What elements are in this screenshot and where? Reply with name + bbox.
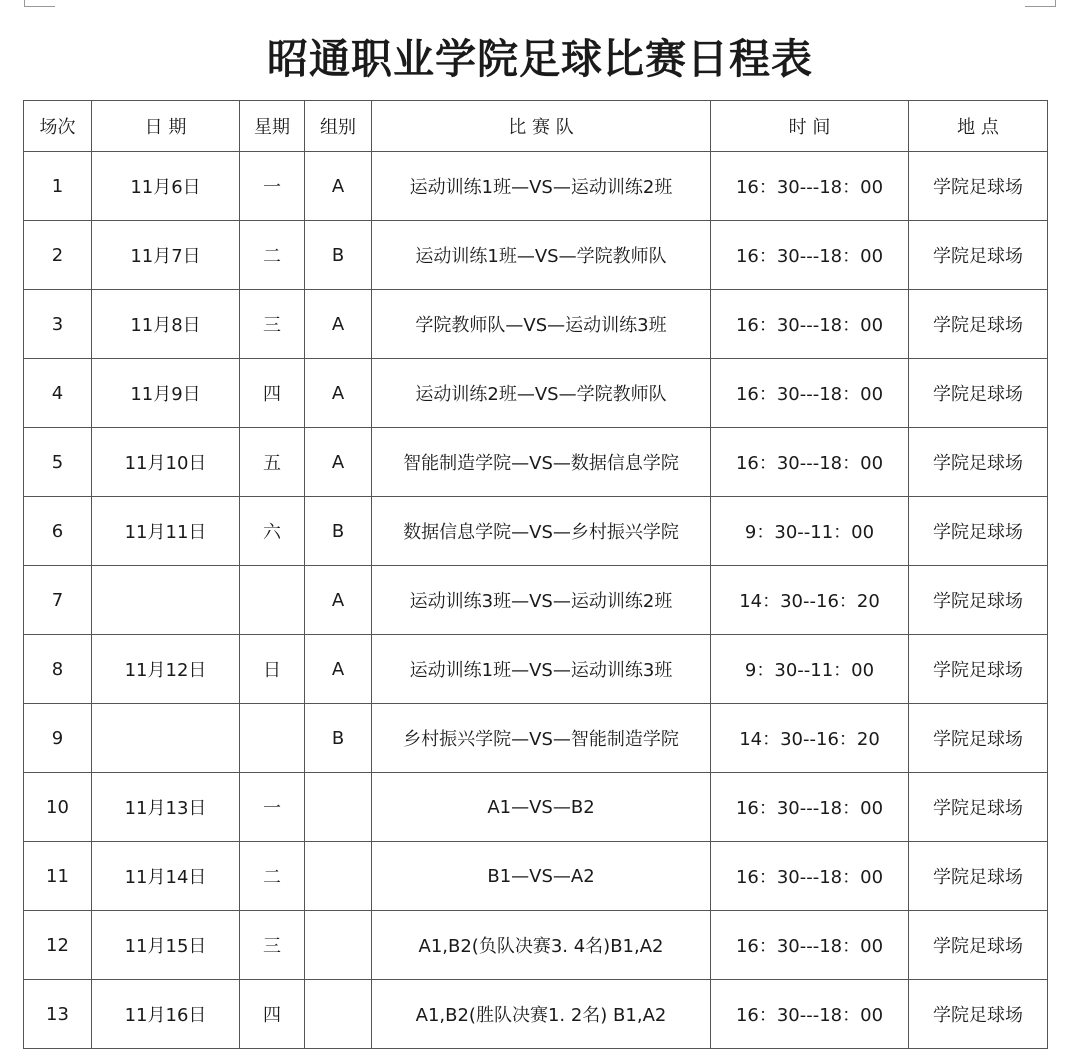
cell-venue: 学院足球场 <box>909 911 1048 980</box>
cell-time: 16：30---18：00 <box>711 152 909 221</box>
cell-teams: 运动训练2班—VS—学院教师队 <box>372 359 711 428</box>
cell-date <box>92 566 240 635</box>
table-row <box>24 842 1048 911</box>
cell-group: B <box>305 497 372 566</box>
cell-teams: A1,B2(胜队决赛1. 2名) B1,A2 <box>372 980 711 1049</box>
table-header-row <box>24 101 1048 152</box>
table-row <box>24 221 1048 290</box>
cell-date <box>92 704 240 773</box>
cell-match-no: 10 <box>24 773 92 842</box>
cell-date: 11月11日 <box>92 497 240 566</box>
cropped-bottom-text <box>60 1048 1060 1063</box>
schedule-table <box>23 100 1048 1049</box>
cell-venue: 学院足球场 <box>909 980 1048 1049</box>
table-row <box>24 911 1048 980</box>
cell-time: 16：30---18：00 <box>711 911 909 980</box>
cell-date: 11月15日 <box>92 911 240 980</box>
cell-time: 14：30--16：20 <box>711 566 909 635</box>
cell-match-no: 13 <box>24 980 92 1049</box>
header-time: 时 间 <box>711 101 909 152</box>
cell-weekday <box>240 566 305 635</box>
cell-weekday: 二 <box>240 842 305 911</box>
cell-weekday: 日 <box>240 635 305 704</box>
cell-weekday: 三 <box>240 911 305 980</box>
header-group: 组别 <box>305 101 372 152</box>
cell-teams: 数据信息学院—VS—乡村振兴学院 <box>372 497 711 566</box>
cell-date: 11月16日 <box>92 980 240 1049</box>
cell-group <box>305 842 372 911</box>
cell-time: 16：30---18：00 <box>711 290 909 359</box>
cell-group: A <box>305 152 372 221</box>
cell-date: 11月13日 <box>92 773 240 842</box>
table-row <box>24 773 1048 842</box>
cell-time: 16：30---18：00 <box>711 842 909 911</box>
cell-date: 11月7日 <box>92 221 240 290</box>
cell-match-no: 11 <box>24 842 92 911</box>
cell-venue: 学院足球场 <box>909 773 1048 842</box>
cell-venue: 学院足球场 <box>909 497 1048 566</box>
cell-venue: 学院足球场 <box>909 566 1048 635</box>
cell-venue: 学院足球场 <box>909 290 1048 359</box>
cell-time: 14：30--16：20 <box>711 704 909 773</box>
table-row <box>24 152 1048 221</box>
cell-time: 16：30---18：00 <box>711 428 909 497</box>
cell-match-no: 1 <box>24 152 92 221</box>
cell-weekday: 三 <box>240 290 305 359</box>
cell-teams: 运动训练1班—VS—运动训练3班 <box>372 635 711 704</box>
cell-group: A <box>305 428 372 497</box>
cell-match-no: 12 <box>24 911 92 980</box>
cell-time: 16：30---18：00 <box>711 980 909 1049</box>
page-title: 昭通职业学院足球比赛日程表 <box>267 35 813 83</box>
cell-weekday <box>240 704 305 773</box>
cell-teams: 运动训练1班—VS—运动训练2班 <box>372 152 711 221</box>
cell-venue: 学院足球场 <box>909 221 1048 290</box>
cell-date: 11月6日 <box>92 152 240 221</box>
cell-time: 16：30---18：00 <box>711 221 909 290</box>
table-row <box>24 497 1048 566</box>
cell-weekday: 四 <box>240 980 305 1049</box>
cell-teams: 乡村振兴学院—VS—智能制造学院 <box>372 704 711 773</box>
cell-date: 11月12日 <box>92 635 240 704</box>
cell-weekday: 四 <box>240 359 305 428</box>
cell-teams: A1,B2(负队决赛3. 4名)B1,A2 <box>372 911 711 980</box>
cell-group: A <box>305 635 372 704</box>
header-match-no: 场次 <box>24 101 92 152</box>
cell-time: 16：30---18：00 <box>711 773 909 842</box>
cell-weekday: 五 <box>240 428 305 497</box>
cell-group: B <box>305 221 372 290</box>
cell-venue: 学院足球场 <box>909 152 1048 221</box>
cell-venue: 学院足球场 <box>909 704 1048 773</box>
cell-match-no: 2 <box>24 221 92 290</box>
cell-time: 9：30--11：00 <box>711 497 909 566</box>
cell-match-no: 3 <box>24 290 92 359</box>
cell-match-no: 7 <box>24 566 92 635</box>
header-venue: 地 点 <box>909 101 1048 152</box>
cell-venue: 学院足球场 <box>909 359 1048 428</box>
cell-date: 11月8日 <box>92 290 240 359</box>
schedule-table-body <box>24 152 1048 1049</box>
cell-match-no: 9 <box>24 704 92 773</box>
cell-group: A <box>305 566 372 635</box>
cell-weekday: 一 <box>240 152 305 221</box>
cell-group: A <box>305 359 372 428</box>
cell-venue: 学院足球场 <box>909 842 1048 911</box>
header-date: 日 期 <box>92 101 240 152</box>
cell-date: 11月10日 <box>92 428 240 497</box>
cell-teams: A1—VS—B2 <box>372 773 711 842</box>
cell-weekday: 六 <box>240 497 305 566</box>
cell-teams: B1—VS—A2 <box>372 842 711 911</box>
table-row <box>24 428 1048 497</box>
cell-venue: 学院足球场 <box>909 428 1048 497</box>
cell-teams: 运动训练3班—VS—运动训练2班 <box>372 566 711 635</box>
cell-match-no: 4 <box>24 359 92 428</box>
page-corner-mark-right <box>1025 0 1056 7</box>
table-row <box>24 290 1048 359</box>
header-weekday: 星期 <box>240 101 305 152</box>
cell-teams: 学院教师队—VS—运动训练3班 <box>372 290 711 359</box>
cell-weekday: 二 <box>240 221 305 290</box>
cell-teams: 运动训练1班—VS—学院教师队 <box>372 221 711 290</box>
table-row <box>24 566 1048 635</box>
table-row <box>24 359 1048 428</box>
table-row <box>24 980 1048 1049</box>
cell-group: A <box>305 290 372 359</box>
cell-group <box>305 980 372 1049</box>
cell-teams: 智能制造学院—VS—数据信息学院 <box>372 428 711 497</box>
cell-time: 9：30--11：00 <box>711 635 909 704</box>
cell-match-no: 5 <box>24 428 92 497</box>
cell-group: B <box>305 704 372 773</box>
cell-match-no: 8 <box>24 635 92 704</box>
header-teams: 比 赛 队 <box>372 101 711 152</box>
cell-group <box>305 911 372 980</box>
table-row <box>24 704 1048 773</box>
cell-date: 11月9日 <box>92 359 240 428</box>
cell-group <box>305 773 372 842</box>
cell-weekday: 一 <box>240 773 305 842</box>
cell-date: 11月14日 <box>92 842 240 911</box>
cell-time: 16：30---18：00 <box>711 359 909 428</box>
cell-venue: 学院足球场 <box>909 635 1048 704</box>
page-corner-mark-left <box>24 0 55 7</box>
table-row <box>24 635 1048 704</box>
cell-match-no: 6 <box>24 497 92 566</box>
